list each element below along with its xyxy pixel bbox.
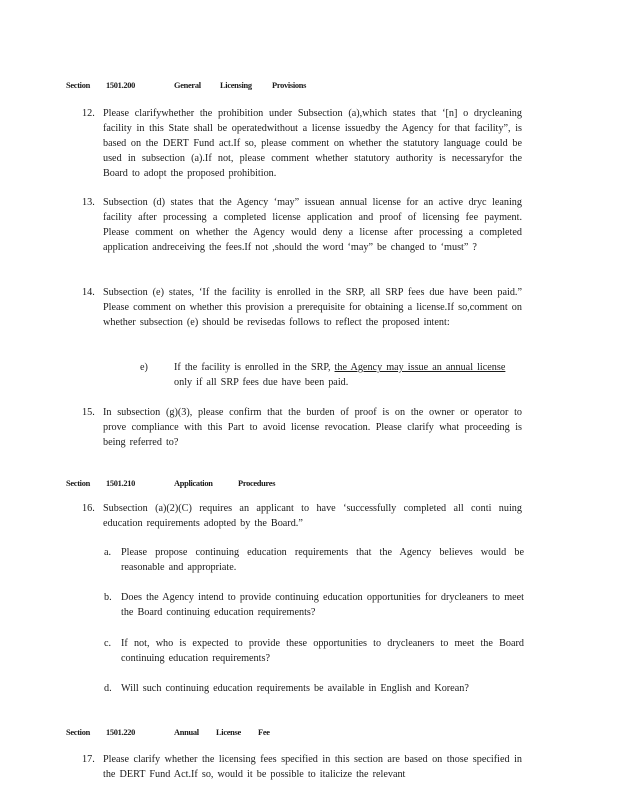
question-text: In subsection (g)(3), please confirm that the burden of proof is on the owner or operator to prove compliance with this Part to avoid license revocation. Please clarify what proceeding is being referred to? — [103, 407, 522, 448]
subquestion-text: If not, who is expected to provide these opportunities to drycleaners to meet the Board continuing education requirements? — [121, 638, 524, 664]
question-15 — [82, 405, 522, 450]
question-number: 13. — [82, 197, 95, 208]
revision-text-part: only if all SRP fees due have been paid. — [174, 377, 349, 388]
question-text: Please clarifywhether the prohibition under Subsection (a),which states that ‘[n] o drycleaning facility in this State shall be operatedwithout a license issuedby the Agency for that facility”, is based on the DERT Fund act.If so, please comment on whether the statutory language could be used in subsection (a).If not, please comment whether statutory authority is necessaryfor the Board to adopt the proposed prohibition. — [103, 108, 522, 179]
section-title-word: Procedures — [238, 479, 276, 488]
subquestion-text: Please propose continuing education requirements that the Agency believes would be reasonable and appropriate. — [121, 547, 524, 573]
section-title-word: General — [174, 81, 201, 90]
section-label: Section — [66, 479, 90, 488]
section-label: Section — [66, 81, 90, 90]
revision-text — [174, 360, 520, 390]
subquestion-c — [104, 636, 524, 666]
subquestion-b — [104, 590, 524, 620]
section-number: 1501.210 — [106, 479, 136, 488]
question-number: 16. — [82, 503, 95, 514]
subquestion-a — [104, 545, 524, 575]
revision-underlined-text: the Agency may issue an annual license — [334, 362, 506, 373]
section-title-word: Fee — [258, 728, 270, 737]
question-text: Subsection (d) states that the Agency ‘may” issuean annual license for an active dryc leaning facility after processing a completed license application and proof of licensing fee payment. Please comment on whether the Agency would deny a license after processing a completed application andreceiving the fees.If not ,should the word ‘may” be changed to ‘must” ? — [103, 197, 522, 253]
section-title-word: License — [216, 728, 241, 737]
section-number: 1501.220 — [106, 728, 136, 737]
question-number: 17. — [82, 754, 95, 765]
subquestion-text: Will such continuing education requirements be available in English and Korean? — [121, 683, 469, 694]
question-14 — [82, 285, 522, 330]
section-number: 1501.200 — [106, 81, 136, 90]
subquestion-text: Does the Agency intend to provide continuing education opportunities for drycleaners to meet the Board continuing education requirements? — [121, 592, 524, 618]
subquestion-label: c. — [104, 638, 112, 649]
question-number: 15. — [82, 407, 95, 418]
section-title-word: Provisions — [272, 81, 307, 90]
section-title-word: Annual — [174, 728, 199, 737]
question-text: Subsection (e) states, ‘If the facility is enrolled in the SRP, all SRP fees due have been paid.” Please comment on whether this provision a prerequisite for obtaining a license.If so,comment on whether subsection (e) should be revisedas follows to reflect the proposed intent: — [103, 287, 522, 328]
section-title-word: Licensing — [220, 81, 252, 90]
subquestion-label: b. — [104, 592, 112, 603]
proposed-revision — [140, 360, 520, 390]
question-12 — [82, 106, 522, 181]
question-17 — [82, 752, 522, 782]
question-number: 12. — [82, 108, 95, 119]
question-text: Please clarify whether the licensing fees specified in this section are based on those specified in the DERT Fund Act.If so, would it be possible to italicize the relevant — [103, 754, 522, 780]
subquestion-label: a. — [104, 547, 112, 558]
section-title-word: Application — [174, 479, 213, 488]
subquestion-label: d. — [104, 683, 112, 694]
subquestion-d — [104, 681, 524, 696]
question-16 — [82, 501, 522, 531]
question-text: Subsection (a)(2)(C) requires an applicant to have ‘successfully completed all conti nuing education requirements adopted by the Board.” — [103, 503, 522, 529]
revision-text-part: If the facility is enrolled in the SRP, — [174, 362, 331, 373]
section-label: Section — [66, 728, 90, 737]
question-13 — [82, 195, 522, 255]
revision-label: e) — [140, 362, 148, 373]
question-number: 14. — [82, 287, 95, 298]
